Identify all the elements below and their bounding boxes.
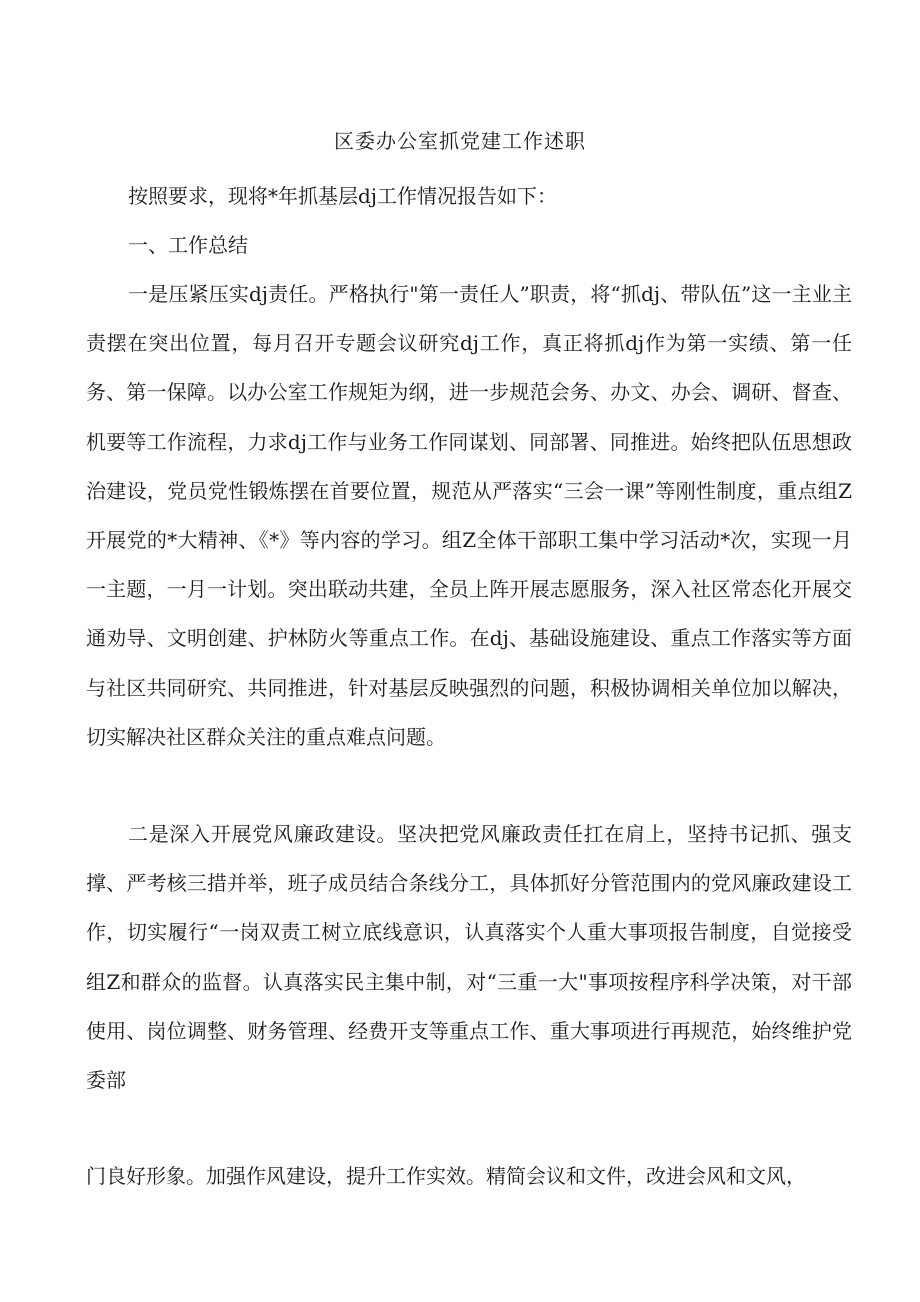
paragraph-continued-fragment: 门良好形象。加强作风建设，提升工作实效。精简会议和文件，改进会风和文风， <box>86 1164 806 1188</box>
section-heading-work-summary: 一、工作总结 <box>128 233 248 257</box>
intro-paragraph: 按照要求，现将*年抓基层dj工作情况报告如下： <box>128 184 558 208</box>
document-title: 区委办公室抓党建工作述职 <box>334 129 586 153</box>
paragraph-clean-governance: 二是深入开展党风廉政建设。坚决把党风廉政责任扛在肩上，坚持书记抓、强支撑、严考核三措并举，班子成员结合条线分工，具体抓好分管范围内的党风廉政建设工作，切实履行“一岗双责工树立底线意识，认真落实个人重大事项报告制度，自觉接受组Z和群众的监督。认真落实民主集中制，对“三重一大"事项按程序科学决策，对干部使用、岗位调整、财务管理、经费开支等重点工作、重大事项进行再规范，始终维护党委部 <box>86 822 852 1093</box>
paragraph-party-responsibility: 一是压紧压实dj责任。严格执行"第一责任人”职责，将“抓dj、带队伍”这一主业主责摆在突出位置，每月召开专题会议研究dj工作，真正将抓dj作为第一实绩、第一任务、第一保障。以办公室工作规矩为纲，进一步规范会务、办文、办会、调研、督查、机要等工作流程，力求dj工作与业务工作同谋划、同部署、同推进。始终把队伍思想政治建设，党员党性锻炼摆在首要位置，规范从严落实“三会一课”等刚性制度，重点组Z开展党的*大精神、《*》等内容的学习。组Z全体干部职工集中学习活动*次，实现一月一主题，一月一计划。突出联动共建，全员上阵开展志愿服务，深入社区常态化开展交通劝导、文明创建、护林防火等重点工作。在dj、基础设施建设、重点工作落实等方面与社区共同研究、共同推进，针对基层反映强烈的问题，积极协调相关单位加以解决，切实解决社区群众关注的重点难点问题。 <box>86 282 852 749</box>
